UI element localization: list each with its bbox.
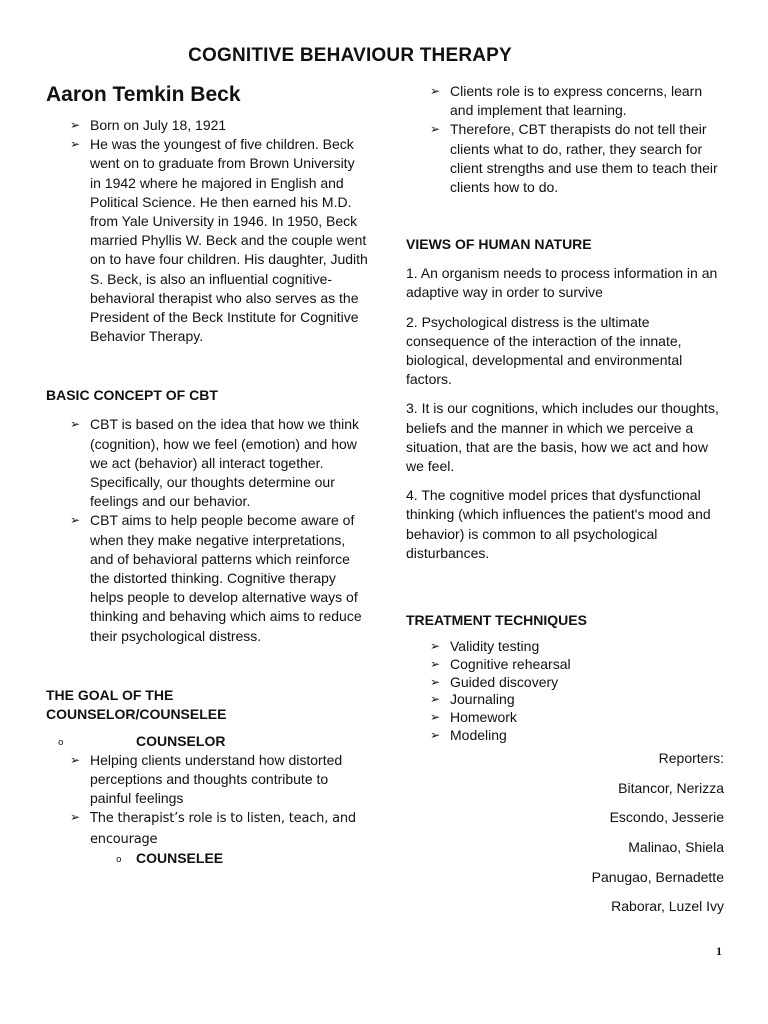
treatment-item: ➢ Homework: [430, 709, 728, 727]
counselee-label: COUNSELEE: [136, 849, 224, 866]
treatment-item: ➢ Modeling: [430, 727, 728, 745]
counselor-item-text: The therapist’s role is to listen, teach, and encourage: [90, 811, 356, 847]
basic-concept-list: [46, 415, 368, 645]
circle-bullet-icon: o: [116, 854, 122, 865]
counselor-list: [46, 751, 368, 849]
person-heading: Aaron Temkin Beck: [46, 83, 241, 106]
treatment-item: ➢ Validity testing: [430, 638, 728, 656]
treatment-list: [406, 638, 728, 745]
view-item: 4. The cognitive model prices that dysfunctional thinking (which influences the patient's mood and behavior) is common to all psychological disturbances.: [406, 487, 711, 561]
view-item: 3. It is our cognitions, which includes our thoughts, beliefs and the manner in which we perceive a situation, that are the basis, how we act and how we feel.: [406, 400, 719, 475]
treatment-item: ➢ Guided discovery: [430, 674, 728, 692]
reporter-name: Malinao, Shiela: [628, 838, 724, 855]
treatment-item: ➢ Cognitive rehearsal: [430, 656, 728, 674]
counselor-label: COUNSELOR: [136, 732, 226, 749]
views-heading: VIEWS OF HUMAN NATURE: [406, 236, 592, 253]
counselor-item: [70, 808, 368, 848]
right-column: [406, 82, 728, 927]
view-item: 2. Psychological distress is the ultimate consequence of the interaction of the innate, biological, developmental and environmental factors.: [406, 313, 683, 388]
reporters-label: Reporters:: [658, 749, 724, 766]
counselor-item: ➢ Helping clients understand how distorted perceptions and thoughts contribute to painful feelings: [70, 751, 368, 809]
document-title: COGNITIVE BEHAVIOUR THERAPY: [188, 45, 512, 66]
bio-item: ➢ Born on July 18, 1921: [70, 116, 368, 135]
basic-concept-heading: BASIC CONCEPT OF CBT: [46, 387, 218, 404]
bio-list: [46, 116, 368, 346]
left-column: [46, 82, 368, 868]
treatment-heading: TREATMENT TECHNIQUES: [406, 612, 587, 629]
circle-bullet-icon: o: [58, 737, 64, 748]
reporter-name: Bitancor, Nerizza: [618, 779, 724, 796]
goal-heading: THE GOAL OF THE COUNSELOR/COUNSELEE: [46, 686, 227, 722]
client-role-item: ➢ Clients role is to express concerns, learn and implement that learning.: [430, 82, 728, 120]
page-number: 1: [716, 944, 722, 958]
bio-item: ➢ He was the youngest of five children. Beck went on to graduate from Brown University in 1942 where he majored in English and Political Science. He then earned his M.D. from Yale University in 1946. In 1950, Beck married Phyllis W. Beck and the couple went on to have four children. His daughter, Judith S. Beck, is also an influential cognitive-behavioral therapist who also serves as the President of the Beck Institute for Cognitive Behavior Therapy.: [70, 135, 368, 346]
view-item: 1. An organism needs to process information in an adaptive way in order to survive: [406, 265, 718, 301]
treatment-item: ➢ Journaling: [430, 691, 728, 709]
basic-concept-item: ➢ CBT is based on the idea that how we think (cognition), how we feel (emotion) and how we act (behavior) all interact together. Specifically, our thoughts determine our feelings and our behavior.: [70, 415, 368, 511]
reporter-name: Panugao, Bernadette: [591, 868, 724, 885]
client-role-item: ➢ Therefore, CBT therapists do not tell their clients what to do, rather, they search for client strengths and use them to teach their clients how to do.: [430, 120, 728, 197]
reporters-block: [406, 749, 728, 917]
counselee-row: [46, 849, 368, 868]
reporter-name: Escondo, Jesserie: [609, 809, 724, 826]
reporter-name: Raborar, Luzel Ivy: [611, 898, 724, 915]
basic-concept-item: ➢ CBT aims to help people become aware of when they make negative interpretations, and of behavioral patterns which reinforce the distorted thinking. Cognitive therapy helps people to develop alternative ways of thinking and behaving which aims to reduce their psychological distress.: [70, 511, 368, 645]
client-role-list: [406, 82, 728, 197]
counselor-row: [46, 732, 368, 751]
